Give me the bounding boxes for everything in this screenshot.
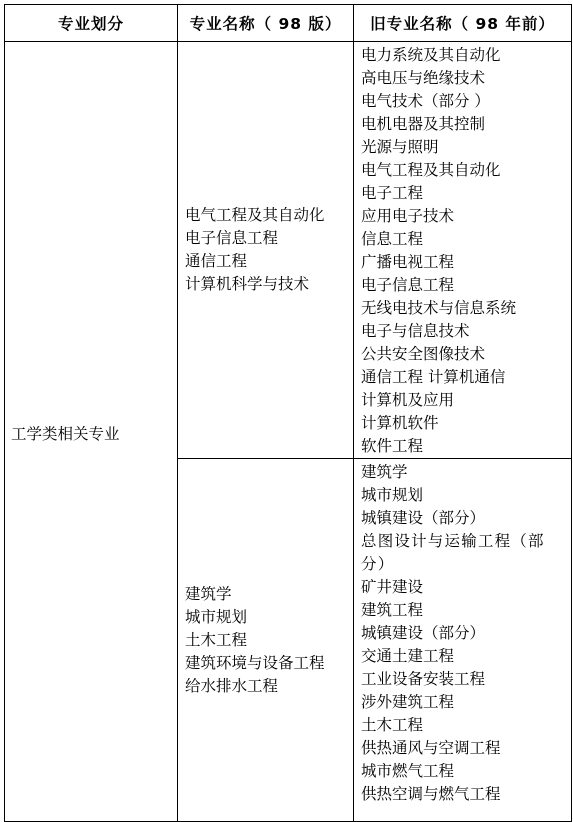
list-item: 工业设备安装工程: [361, 670, 486, 688]
list-item: 软件工程: [361, 437, 424, 455]
new-majors-cell: [178, 459, 354, 822]
list-item: 公共安全图像技术: [361, 345, 486, 363]
list-item: 土木工程: [361, 716, 424, 734]
list-item: 计算机及应用: [361, 391, 455, 409]
header-old-name: 旧专业名称（ 98 年前）: [354, 5, 572, 42]
table-row: [5, 42, 572, 459]
list-item: 涉外建筑工程: [361, 693, 455, 711]
list-item: 城市规划: [185, 607, 248, 626]
list-item: 城市燃气工程: [361, 762, 455, 780]
header-division: 专业划分: [5, 5, 178, 42]
list-item: 信息工程: [361, 230, 424, 248]
list-item: 供热通风与空调工程: [361, 739, 501, 757]
header-row: [5, 5, 572, 42]
new-majors-cell: [178, 42, 354, 459]
list-item: 计算机科学与技术: [185, 275, 310, 293]
list-item: 应用电子技术: [361, 207, 455, 225]
list-item: 电机电器及其控制: [361, 115, 486, 133]
old-majors-cell: [354, 459, 572, 822]
list-item: 无线电技术与信息系统: [361, 299, 517, 317]
list-item: 土木工程: [185, 630, 248, 649]
list-item: 通信工程 计算机通信: [361, 368, 506, 386]
list-item: 电气工程及其自动化: [185, 206, 325, 224]
list-item: 建筑工程: [361, 601, 424, 619]
list-item: 城镇建设（部分）: [361, 624, 486, 642]
header-new-name: 专业名称（ 98 版）: [178, 5, 354, 42]
list-item: 城市规划: [361, 486, 424, 504]
list-item: 矿井建设: [361, 578, 424, 596]
list-item: 城镇建设（部分）: [361, 509, 486, 527]
majors-table: [4, 4, 572, 822]
list-item: 电子信息工程: [185, 229, 279, 247]
list-item: 光源与照明: [361, 138, 439, 156]
list-item: 交通土建工程: [361, 647, 455, 665]
list-item: 电力系统及其自动化: [361, 46, 501, 64]
list-item: 电子与信息技术: [361, 322, 470, 340]
list-item: 计算机软件: [361, 414, 439, 432]
list-item: 电子工程: [361, 184, 424, 202]
division-cell: 工学类相关专业: [5, 42, 178, 822]
old-majors-cell: [354, 42, 572, 459]
list-item: 供热空调与燃气工程: [361, 785, 501, 803]
list-item: 高电压与绝缘技术: [361, 69, 486, 87]
list-item: 广播电视工程: [361, 253, 455, 271]
list-item: 总图设计与运输工程（部分）: [361, 532, 545, 573]
list-item: 给水排水工程: [185, 676, 279, 695]
list-item: 通信工程: [185, 252, 248, 270]
list-item: 建筑学: [361, 463, 408, 481]
list-item: 建筑环境与设备工程: [185, 653, 325, 672]
list-item: 电子信息工程: [361, 276, 455, 294]
list-item: 电气工程及其自动化: [361, 161, 501, 179]
list-item: 电气技术（部分 ）: [361, 92, 490, 110]
list-item: 建筑学: [185, 584, 232, 603]
